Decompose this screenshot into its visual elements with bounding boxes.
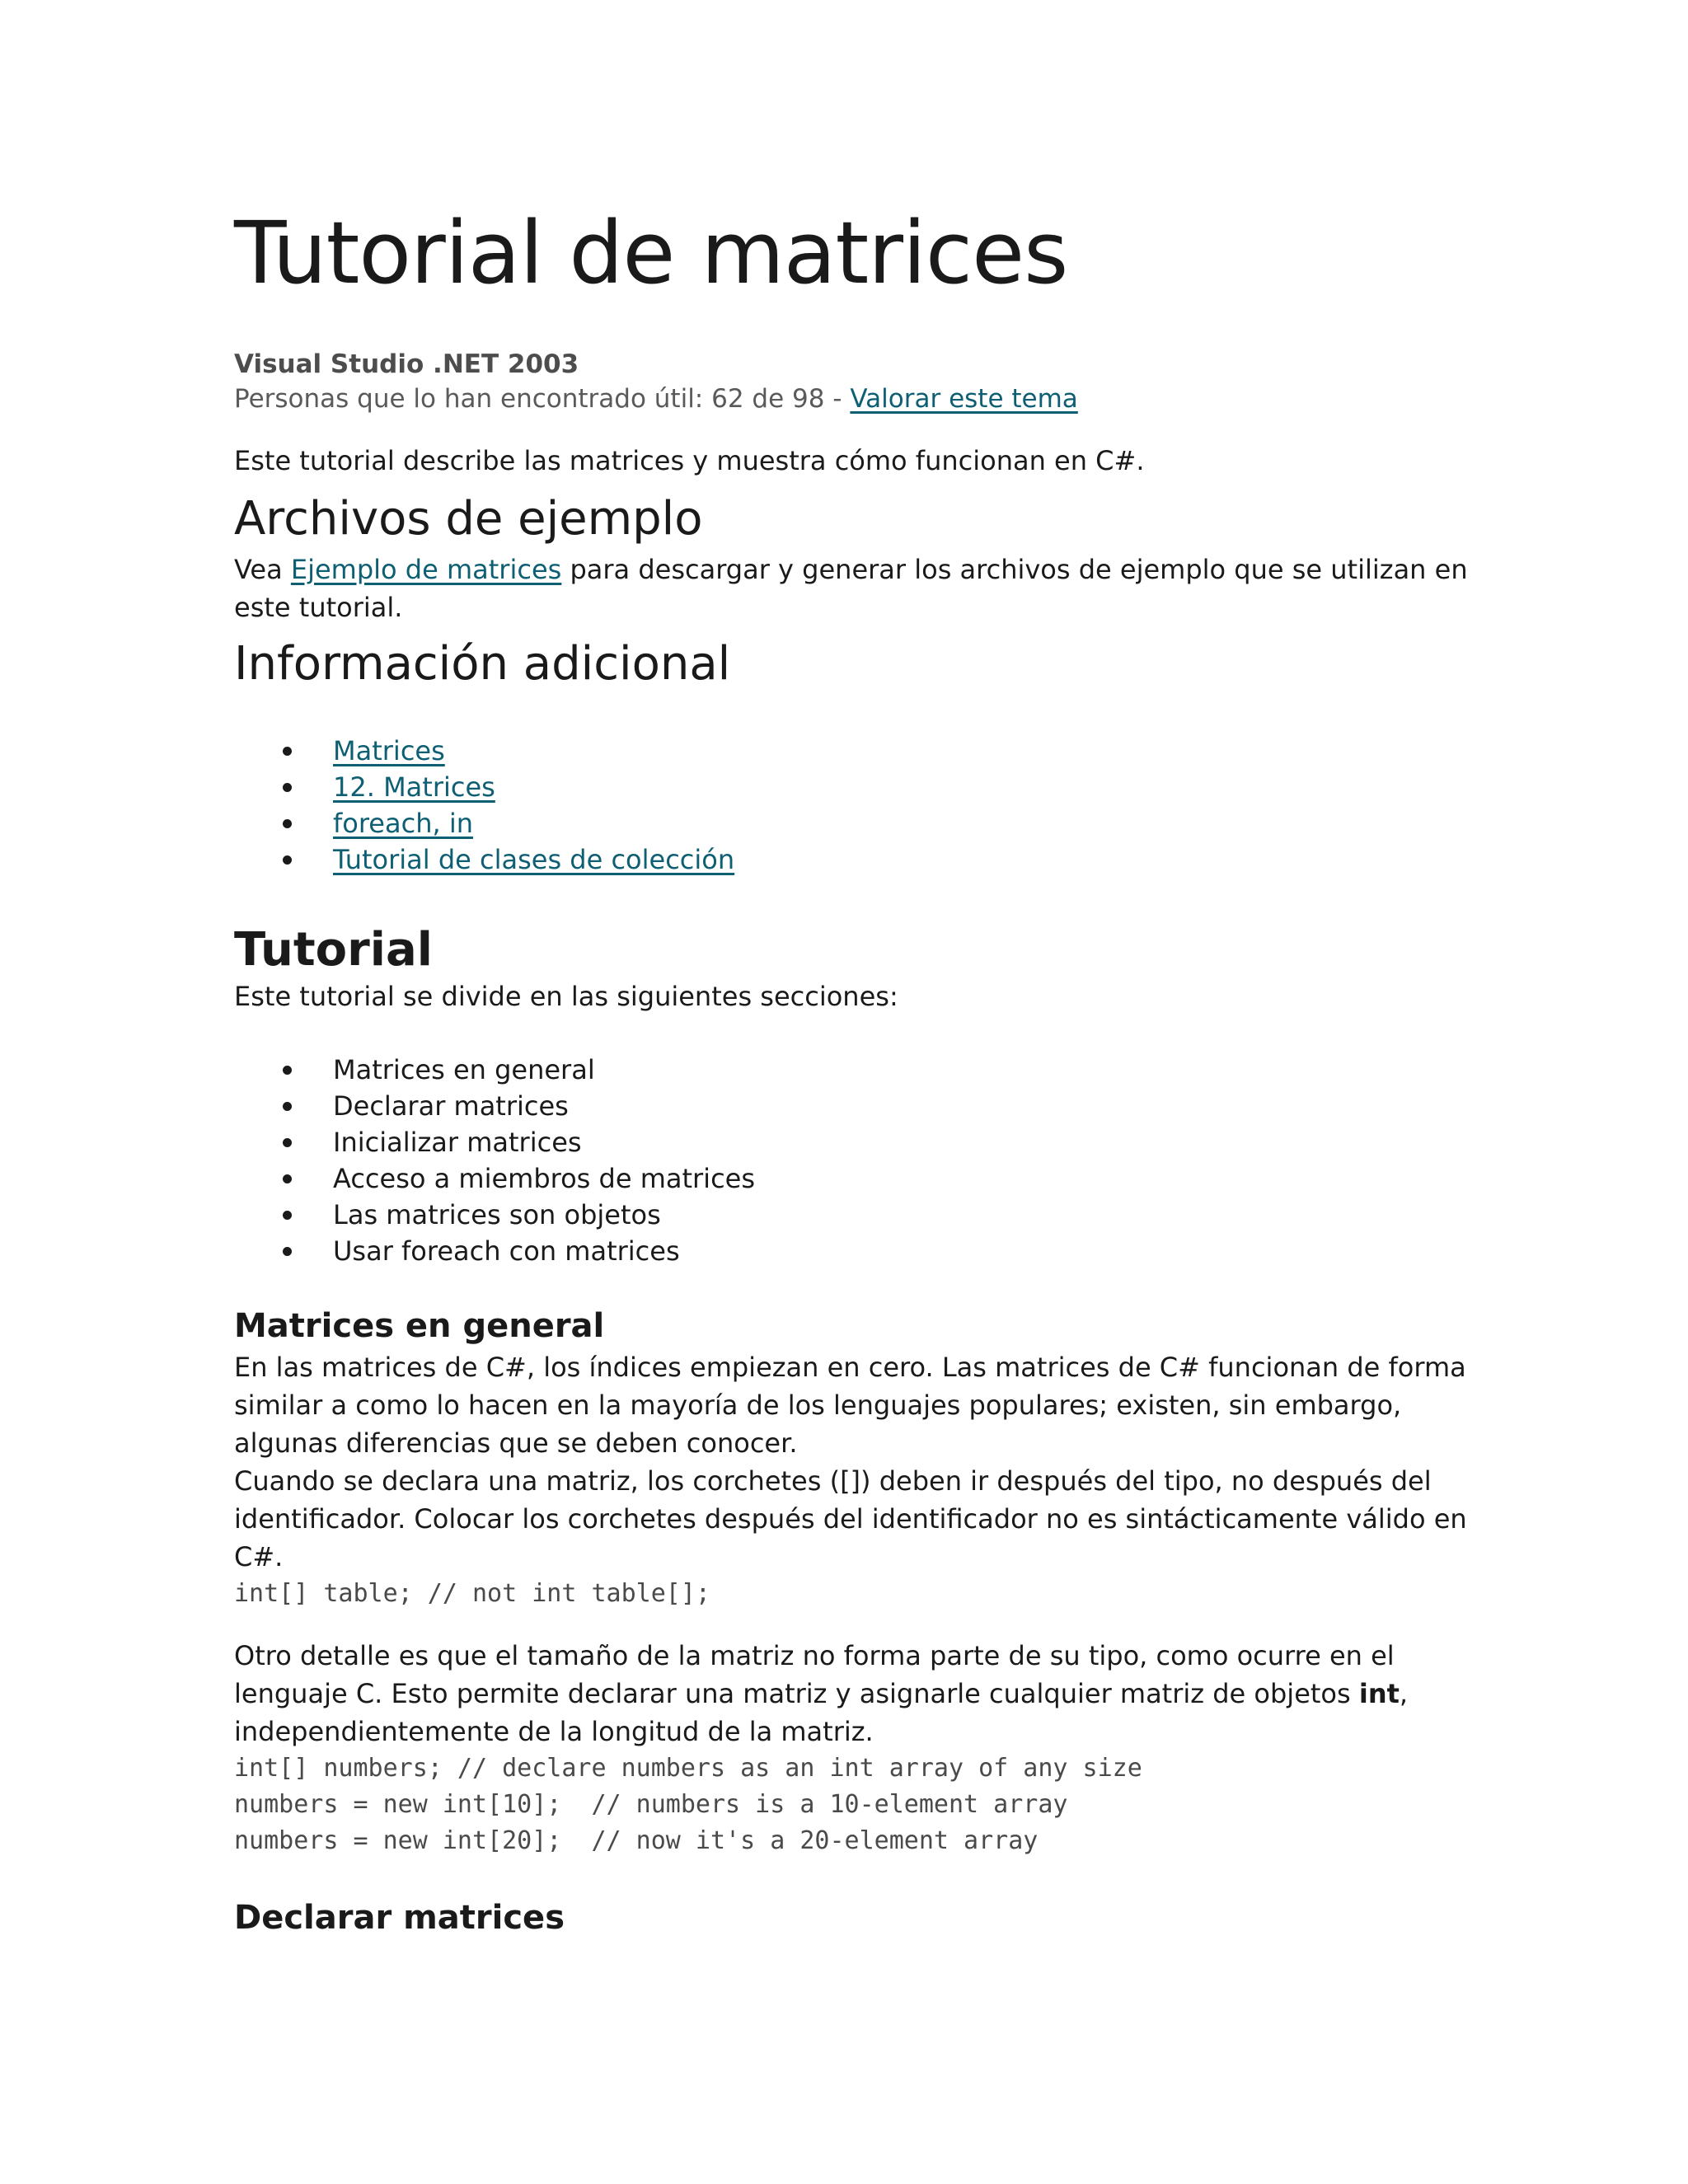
additional-info-heading: Información adicional [234, 636, 731, 691]
section-item: Usar foreach con matrices [333, 1235, 680, 1267]
bullet-icon [283, 1211, 292, 1220]
code-line: numbers = new int[20]; // now it's a 20-element array [234, 1825, 1039, 1855]
code-line: int[] numbers; // declare numbers as an int array of any size [234, 1753, 1142, 1783]
bullet-icon [283, 855, 292, 865]
bullet-icon [283, 783, 292, 792]
tutorial-intro: Este tutorial se divide en las siguientes secciones: [234, 980, 898, 1012]
bullet-icon [283, 747, 292, 756]
sample-files-prefix: Vea [234, 553, 291, 585]
general-heading: Matrices en general [234, 1306, 605, 1345]
section-item: Las matrices son objetos [333, 1198, 661, 1230]
sample-link[interactable]: Ejemplo de matrices [290, 553, 562, 585]
link-foreach-in[interactable]: foreach, in [333, 807, 473, 839]
link-matrices[interactable]: Matrices [333, 734, 445, 766]
list-item [234, 1052, 1470, 1088]
rate-topic-link[interactable]: Valorar este tema [850, 384, 1078, 415]
rating-line [234, 384, 1470, 414]
list-item [234, 769, 1470, 805]
list-item [234, 1197, 1470, 1233]
product-name: Visual Studio .NET 2003 [234, 349, 579, 380]
para3-text-before: Otro detalle es que el tamaño de la matriz no forma parte de su tipo, como ocurre en el lenguaje C. Esto permite declarar una matriz y asignarle cualquier matriz de objetos [234, 1639, 1395, 1709]
rating-text: Personas que lo han encontrado útil: 62 de 98 - [234, 384, 851, 415]
general-para-1: En las matrices de C#, los índices empiezan en cero. Las matrices de C# funcionan de forma similar a como lo hacen en la mayoría de los lenguajes populares; existen, sin embargo, algunas diferencias que se deben conocer. [234, 1351, 1466, 1459]
general-para-3 [234, 1637, 1470, 1750]
bullet-icon [283, 1174, 292, 1183]
bullet-icon [283, 819, 292, 828]
list-item [234, 841, 1470, 878]
list-item [234, 1088, 1470, 1124]
code-block-2 [234, 1750, 1470, 1859]
page-title: Tutorial de matrices [234, 203, 1068, 303]
code-block-1: int[] table; // not int table[]; [234, 1578, 710, 1608]
declare-heading: Declarar matrices [234, 1898, 565, 1937]
bullet-icon [283, 1138, 292, 1147]
sample-files-text [234, 551, 1470, 626]
tutorial-sections-list [234, 1052, 1470, 1269]
intro-text: Este tutorial describe las matrices y muestra cómo funcionan en C#. [234, 445, 1145, 477]
link-collection-classes[interactable]: Tutorial de clases de colección [333, 843, 735, 875]
sample-files-suffix: para descargar y generar los archivos de ejemplo que se utilizan en este tutorial. [234, 553, 1468, 623]
bullet-icon [283, 1247, 292, 1256]
section-item: Declarar matrices [333, 1090, 569, 1122]
section-item: Acceso a miembros de matrices [333, 1162, 756, 1194]
link-12-matrices[interactable]: 12. Matrices [333, 771, 495, 803]
bullet-icon [283, 1102, 292, 1111]
list-item [234, 1160, 1470, 1197]
section-item: Inicializar matrices [333, 1126, 582, 1158]
general-para-2: Cuando se declara una matriz, los corchetes ([]) deben ir después del tipo, no después del identificador. Colocar los corchetes después del identificador no es sintácticamente válido en C#. [234, 1465, 1467, 1572]
list-item [234, 1233, 1470, 1269]
additional-info-list [234, 733, 1470, 878]
bullet-icon [283, 1066, 292, 1075]
section-item: Matrices en general [333, 1053, 595, 1085]
code-line: numbers = new int[10]; // numbers is a 10-element array [234, 1789, 1068, 1819]
tutorial-heading: Tutorial [234, 922, 433, 977]
list-item [234, 805, 1470, 841]
list-item [234, 1124, 1470, 1160]
document-page [234, 203, 1470, 1940]
para3-bold-int: int [1358, 1677, 1400, 1709]
para3-text-after: , independientemente de la longitud de la matriz. [234, 1677, 1409, 1747]
list-item [234, 733, 1470, 769]
sample-files-heading: Archivos de ejemplo [234, 492, 703, 546]
